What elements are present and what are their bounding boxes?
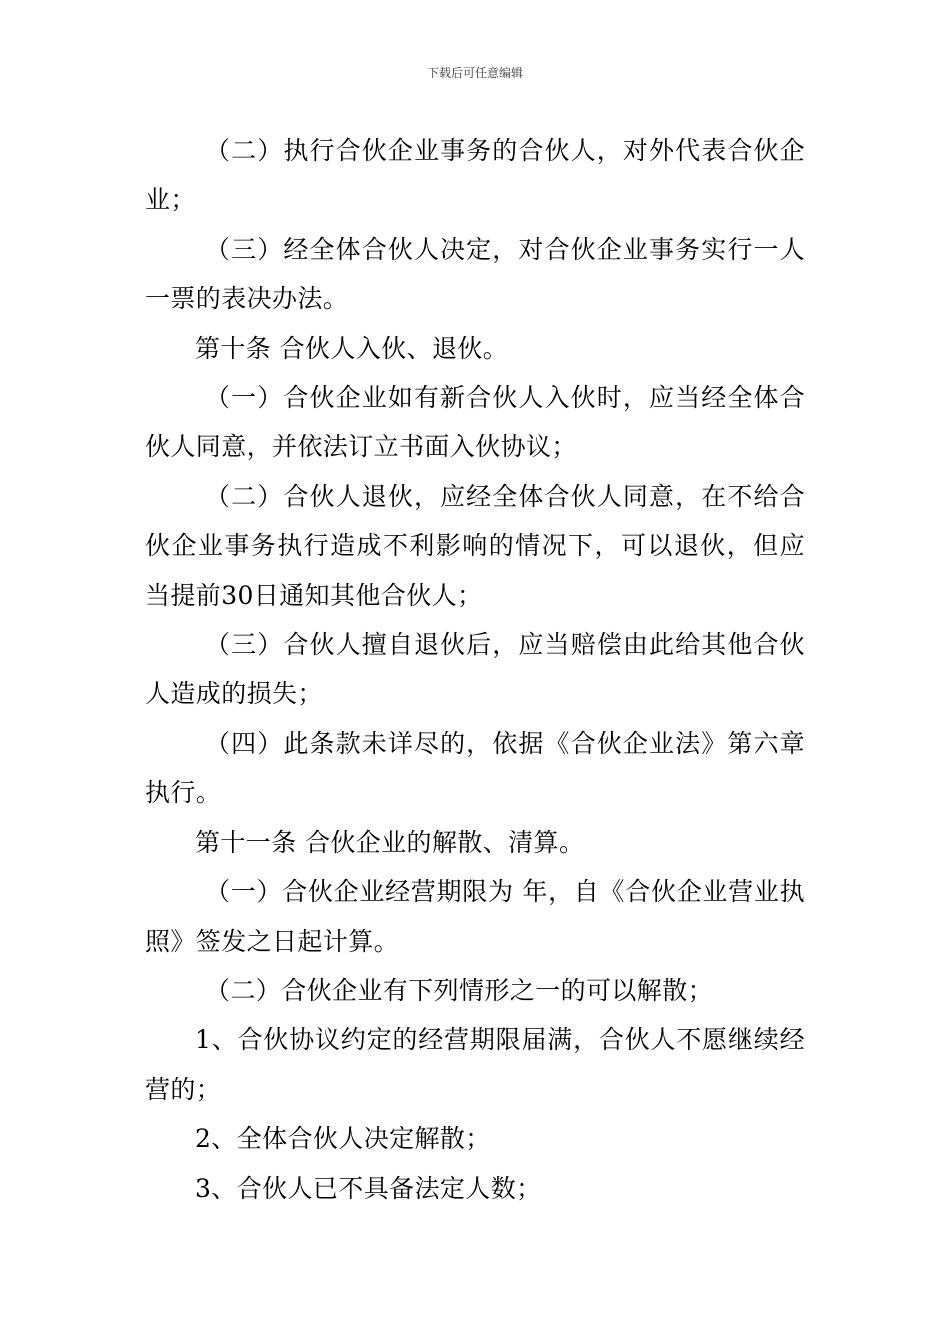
paragraph-11-2-dissolution: （二）合伙企业有下列情形之一的可以解散； xyxy=(205,975,714,1005)
paragraph-10-1-admission: （一）合伙企业如有新合伙人入伙时，应当经全体合伙人同意，并依法订立书面入伙协议； xyxy=(145,383,805,462)
page-header-note: 下载后可任意编辑 xyxy=(426,66,523,80)
paragraph-10-3-unauthorized-withdrawal: （三）合伙人擅自退伙后，应当赔偿由此给其他合伙人造成的损失； xyxy=(145,630,805,709)
article-10-heading: 第十条 合伙人入伙、退伙。 xyxy=(195,333,509,363)
paragraph-10-4-reference: （四）此条款未详尽的，依据《合伙企业法》第六章执行。 xyxy=(145,728,805,808)
document-body xyxy=(145,126,805,1213)
article-11-heading: 第十一条 合伙企业的解散、清算。 xyxy=(195,827,585,857)
list-item-2-partners-decide: 2、全体合伙人决定解散； xyxy=(195,1124,491,1154)
paragraph-11-1-term: （一）合伙企业经营期限为 年，自《合伙企业营业执照》签发之日起计算。 xyxy=(145,877,805,956)
paragraph-item-3-voting: （三）经全体合伙人决定，对合伙企业事务实行一人一票的表决办法。 xyxy=(145,234,805,314)
paragraph-item-2-executing-partner: （二）执行合伙企业事务的合伙人，对外代表合伙企业； xyxy=(145,136,805,215)
paragraph-10-2-withdrawal: （二）合伙人退伙，应经全体合伙人同意，在不给合伙企业事务执行造成不利影响的情况下，可以退伙，但应当提前30日通知其他合伙人； xyxy=(145,481,805,610)
list-item-1-term-expired: 1、合伙协议约定的经营期限届满，合伙人不愿继续经营的； xyxy=(145,1025,805,1104)
list-item-3-insufficient-partners: 3、合伙人已不具备法定人数； xyxy=(195,1173,542,1203)
